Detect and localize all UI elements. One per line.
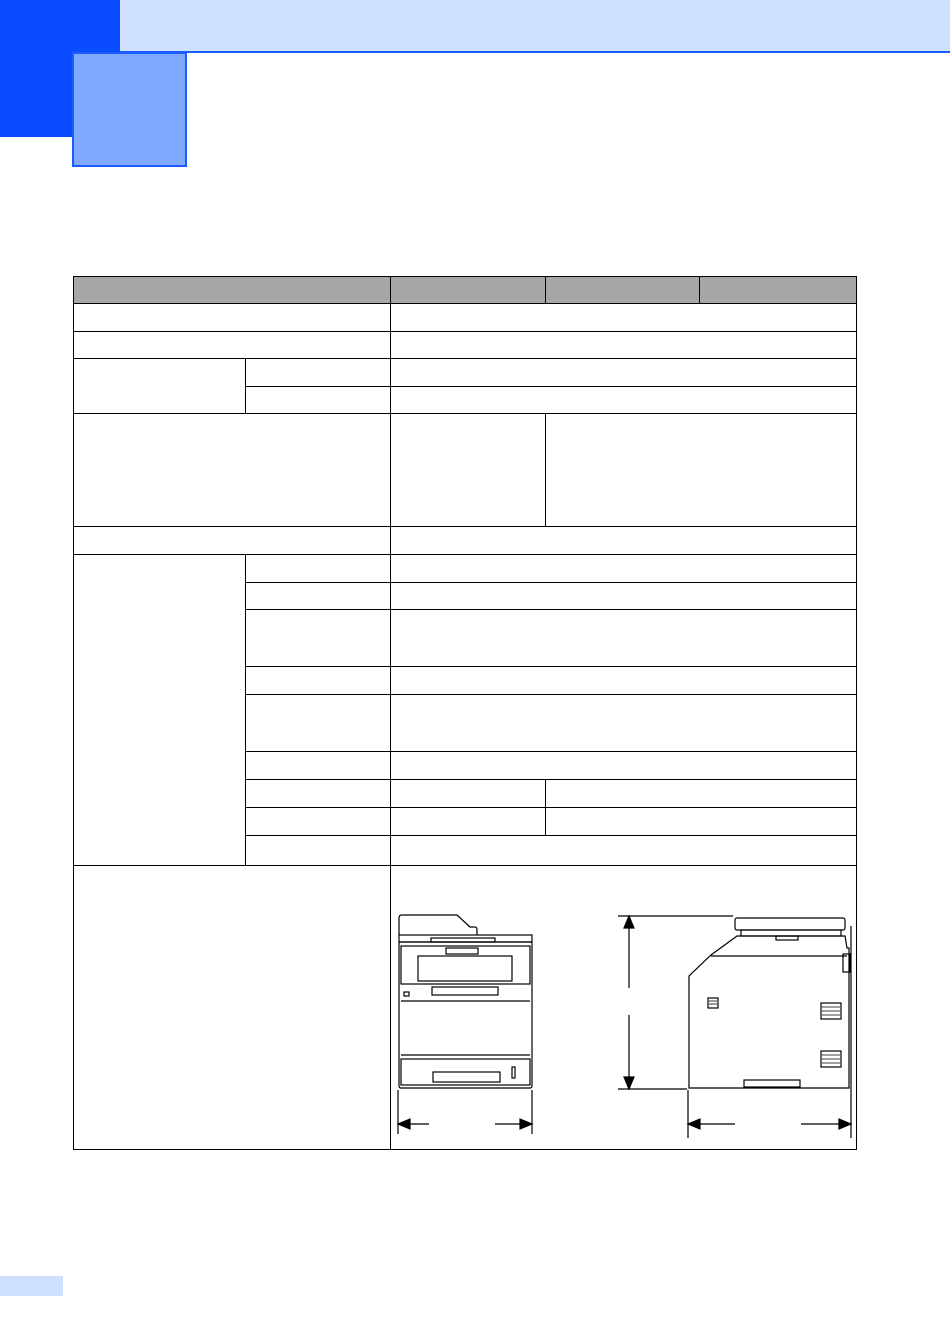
- group-label: [74, 555, 246, 866]
- row-value: [391, 359, 857, 387]
- height-arrow: [618, 916, 733, 1089]
- row-value-model-2-3: [546, 808, 857, 836]
- row-value: [391, 836, 857, 866]
- sub-label: [246, 836, 391, 866]
- row-label: [74, 414, 391, 527]
- row-label: [74, 866, 391, 1150]
- group-label: [74, 359, 246, 414]
- row-value: [391, 304, 857, 332]
- chapter-number-box: [72, 52, 187, 167]
- row-value-model-1: [391, 808, 546, 836]
- sub-label: [246, 359, 391, 387]
- sub-label: [246, 780, 391, 808]
- row-value-model-2-3: [546, 780, 857, 808]
- sub-label: [246, 752, 391, 780]
- row-value: [391, 555, 857, 583]
- row-label: [74, 527, 391, 555]
- dimensions-figure-cell: [391, 866, 857, 1150]
- dimensions-row: [74, 866, 857, 1150]
- table-row: [74, 527, 857, 555]
- dimensions-figure: [391, 866, 857, 1150]
- sub-label: [246, 808, 391, 836]
- table-row: [74, 359, 857, 387]
- row-value: [391, 695, 857, 752]
- sub-label: [246, 610, 391, 667]
- row-label: [74, 332, 391, 359]
- width-arrow: [398, 1090, 532, 1134]
- row-value-model-1: [391, 780, 546, 808]
- vent-grilles: [709, 1001, 840, 1063]
- sub-label: [246, 695, 391, 752]
- header-cell-model-2: [546, 277, 700, 304]
- row-value: [391, 752, 857, 780]
- row-value: [391, 610, 857, 667]
- row-value: [391, 667, 857, 695]
- sub-label: [246, 555, 391, 583]
- header-cell-model-3: [700, 277, 857, 304]
- row-value: [391, 332, 857, 359]
- sub-label: [246, 667, 391, 695]
- depth-arrow: [688, 926, 851, 1138]
- footer-page-tab: [0, 1276, 63, 1296]
- row-value-model-2-3: [546, 414, 857, 527]
- table-header-row: [74, 277, 857, 304]
- row-value-model-1: [391, 414, 546, 527]
- header-rule: [120, 51, 950, 53]
- row-label: [74, 304, 391, 332]
- header-cell-model-1: [391, 277, 546, 304]
- header-cell-item: [74, 277, 391, 304]
- specification-table: [73, 276, 857, 1150]
- printer-front-view: [399, 915, 532, 1088]
- printer-side-view: [689, 918, 850, 1088]
- row-value: [391, 387, 857, 414]
- sub-label: [246, 387, 391, 414]
- table-row: [74, 332, 857, 359]
- sub-label: [246, 583, 391, 610]
- row-value: [391, 583, 857, 610]
- row-value: [391, 527, 857, 555]
- table-row: [74, 414, 857, 527]
- table-row: [74, 555, 857, 583]
- header-band: [0, 0, 950, 52]
- table-row: [74, 304, 857, 332]
